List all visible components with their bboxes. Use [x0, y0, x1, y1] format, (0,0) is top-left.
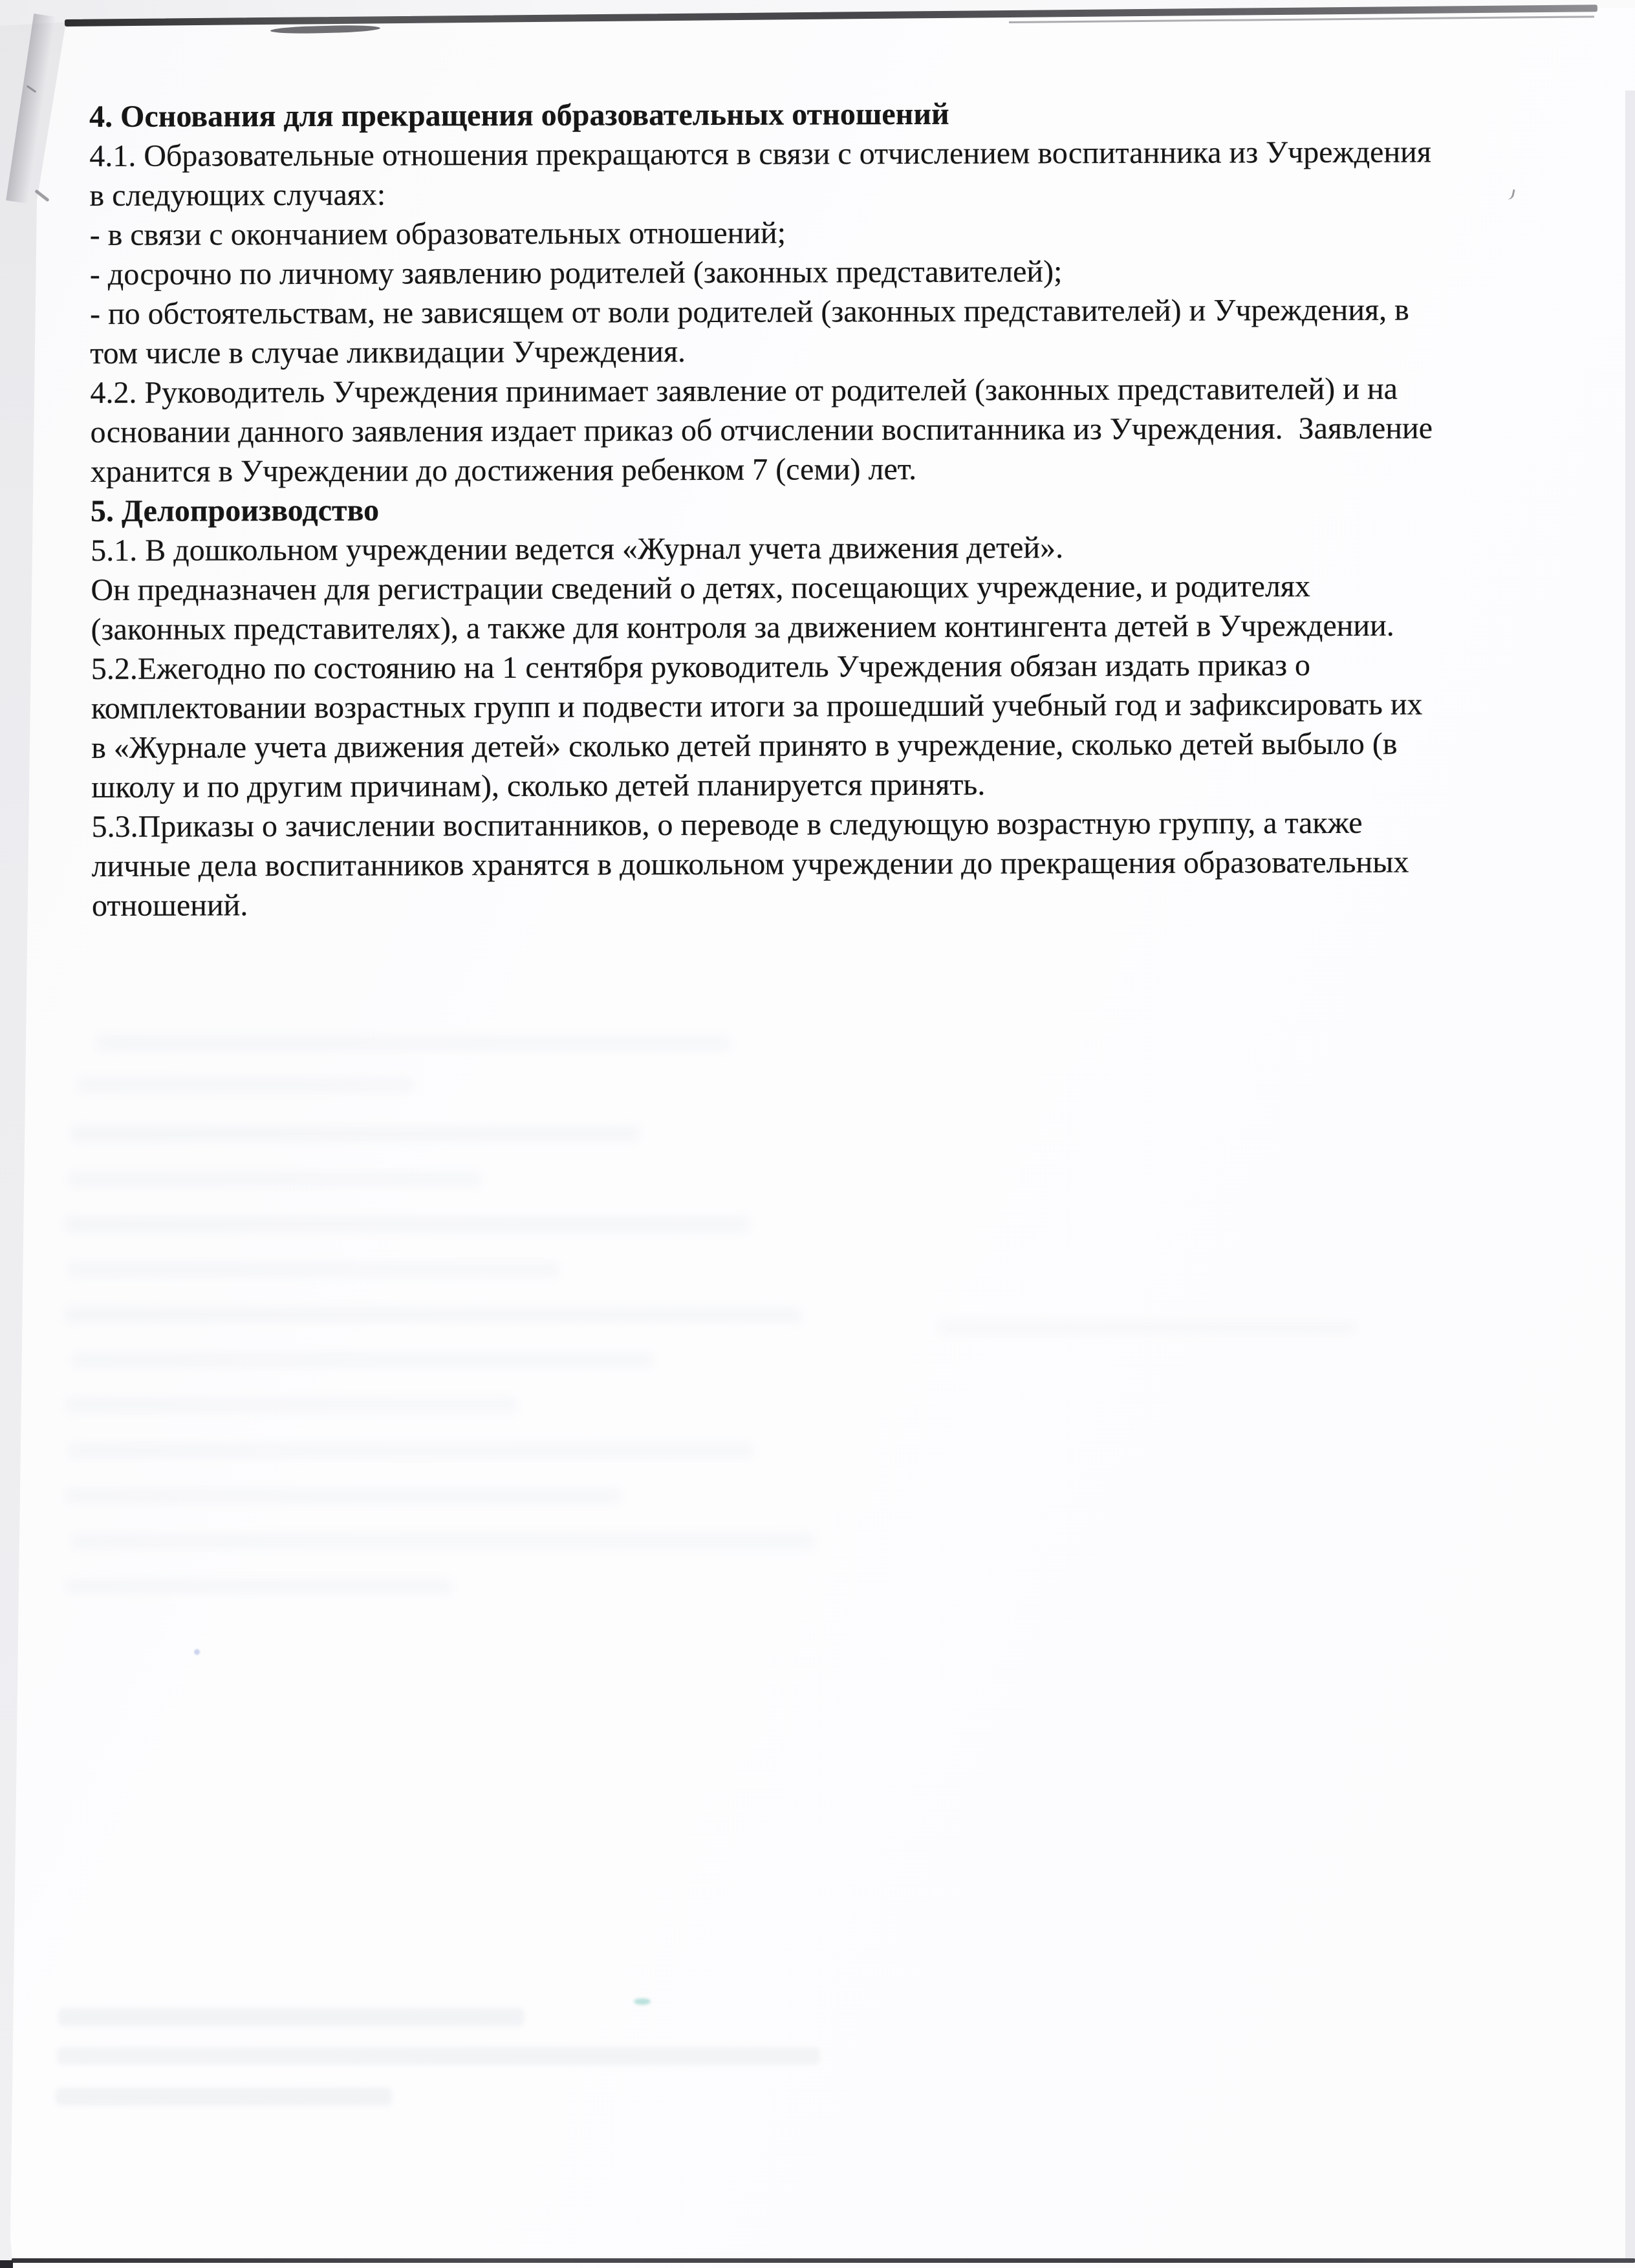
- text-line: в следующих случаях:: [89, 177, 386, 213]
- text-line: (законных представителях), а также для контроля за движением контингента детей в Учреждении.: [91, 608, 1394, 647]
- ink-speck: [634, 1998, 651, 2005]
- text-line: комплектовании возрастных групп и подвести итоги за прошедший учебный год и зафиксировать их: [91, 687, 1423, 726]
- text-line: школу и по другим причинам), сколько детей планируется принять.: [91, 767, 986, 805]
- text-line: том числе в случае ликвидации Учреждения.: [90, 334, 686, 371]
- page-bottom-corner: [0, 2260, 13, 2268]
- bleed-through-artifact: [68, 1442, 753, 1459]
- bleed-through-artifact: [58, 2008, 524, 2026]
- text-line: 4.1. Образовательные отношения прекращаются в связи с отчислением воспитанника из Учреждения: [89, 135, 1431, 173]
- text-line: Он предназначен для регистрации сведений о детях, посещающих учреждение, и родителях: [91, 569, 1311, 607]
- text-line: 5.1. В дошкольном учреждении ведется «Журнал учета движения детей».: [91, 530, 1064, 568]
- text-line: 5.2.Ежегодно по состоянию на 1 сентября руководитель Учреждения обязан издать приказ о: [91, 648, 1311, 686]
- bleed-through-artifact: [71, 1533, 815, 1550]
- bleed-through-artifact: [57, 2047, 820, 2065]
- text-line: основании данного заявления издает приказ об отчислении воспитанника из Учреждения. Заявление: [90, 411, 1433, 449]
- document-text: [89, 92, 1515, 925]
- bleed-through-artifact: [68, 1261, 559, 1278]
- page-bottom-edge: [12, 2258, 1635, 2263]
- bleed-through-artifact: [65, 1487, 621, 1504]
- bleed-through-artifact: [65, 1216, 750, 1233]
- bleed-through-artifact: [68, 1171, 482, 1187]
- bleed-through-artifact: [71, 1125, 640, 1142]
- bleed-through-artifact: [65, 1578, 453, 1595]
- text-line: 4.2. Руководитель Учреждения принимает заявление от родителей (законных представителей) и на: [90, 371, 1398, 410]
- bleed-through-artifact: [938, 1319, 1358, 1336]
- text-line: - досрочно по личному заявлению родителей (законных представителей);: [89, 254, 1063, 292]
- text-line: личные дела воспитанников хранятся в дошкольном учреждении до прекращения образовательных: [91, 845, 1409, 883]
- bleed-through-artifact: [65, 1397, 517, 1414]
- text-line: отношений.: [91, 888, 248, 923]
- bleed-through-artifact: [78, 1077, 414, 1094]
- section-heading: 4. Основания для прекращения образовательных отношений: [89, 96, 949, 134]
- bleed-through-artifact: [97, 1035, 731, 1052]
- text-line: хранится в Учреждении до достижения ребенком 7 (семи) лет.: [90, 451, 917, 489]
- text-line: - по обстоятельствам, не зависящем от воли родителей (законных представителей) и Учреждения, в: [89, 292, 1409, 331]
- bleed-through-artifact: [65, 1306, 802, 1323]
- text-line: в «Журнале учета движения детей» сколько детей принято в учреждение, сколько детей выбыло (в: [91, 726, 1398, 765]
- bleed-through-artifact: [71, 1352, 653, 1368]
- text-line: - в связи с окончанием образовательных отношений;: [89, 215, 786, 252]
- right-edge-shadow: [1625, 91, 1635, 2259]
- bleed-through-artifact: [56, 2088, 392, 2106]
- text-line: 5.3.Приказы о зачислении воспитанников, о переводе в следующую возрастную группу, а также: [91, 805, 1363, 844]
- ink-speck: [194, 1649, 200, 1655]
- section-heading: 5. Делопроизводство: [90, 493, 380, 528]
